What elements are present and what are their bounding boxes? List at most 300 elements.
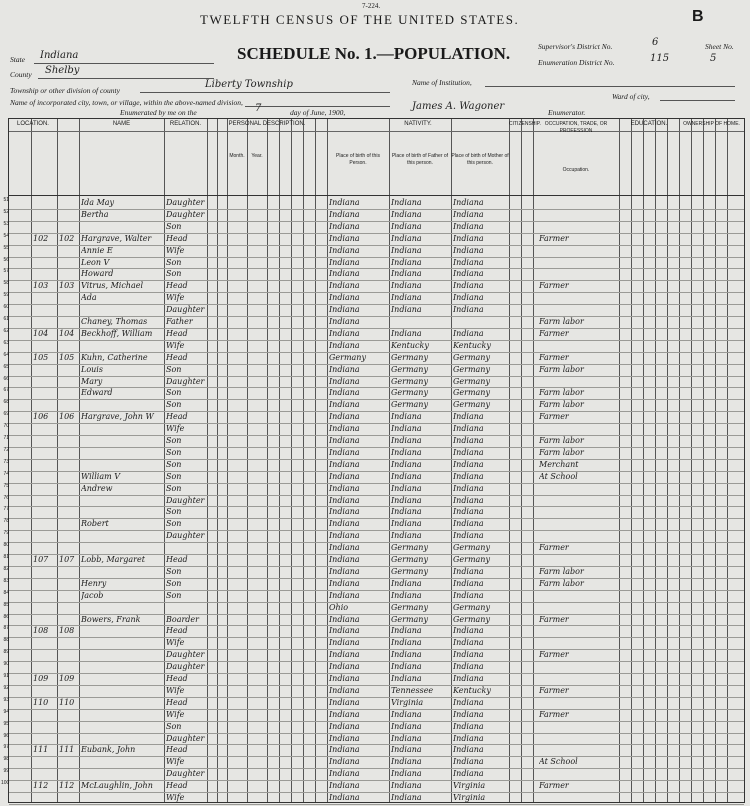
birthplace-mother: Germany — [453, 364, 490, 374]
birthplace-father: Germany — [391, 376, 428, 386]
person-name: Howard — [81, 269, 114, 279]
relation: Head — [166, 233, 188, 243]
person-name: Louis — [81, 364, 103, 374]
birthplace-person: Indiana — [329, 257, 360, 267]
person-name: Ida May — [81, 198, 115, 207]
birthplace-mother: Germany — [453, 400, 490, 410]
occupation: Farmer — [539, 328, 569, 338]
birthplace-mother: Virginia — [453, 781, 486, 791]
state-label: State — [10, 55, 25, 64]
family-number: 104 — [59, 328, 75, 338]
birthplace-father: Germany — [391, 388, 428, 398]
birthplace-mother: Indiana — [453, 209, 484, 219]
row-number: 69 — [3, 411, 9, 418]
col-nativity: NATIVITY. — [404, 121, 432, 127]
enumeration-value: 115 — [650, 53, 670, 64]
birthplace-person: Indiana — [329, 721, 360, 731]
col-month: Month. — [229, 153, 245, 159]
relation: Boarder — [166, 614, 199, 624]
birthplace-mother: Germany — [453, 602, 490, 612]
institution-label: Name of Institution, — [412, 78, 472, 87]
relation: Head — [166, 328, 188, 338]
occupation: Farmer — [539, 709, 569, 719]
dwelling-number: 110 — [33, 697, 49, 707]
person-name: Kuhn, Catherine — [81, 352, 148, 362]
birthplace-person: Indiana — [329, 709, 360, 719]
birthplace-mother: Indiana — [453, 436, 484, 445]
relation: Son — [166, 388, 182, 398]
birthplace-mother: Indiana — [453, 531, 484, 541]
col-personal: PERSONAL DESCRIPTION. — [228, 121, 306, 127]
birthplace-person: Indiana — [329, 388, 360, 398]
relation: Wife — [166, 245, 185, 255]
birthplace-person: Indiana — [329, 447, 360, 457]
birthplace-mother: Indiana — [453, 305, 484, 315]
birthplace-person: Indiana — [329, 590, 360, 600]
occupation: Farm labor — [539, 400, 584, 410]
relation: Daughter — [166, 662, 205, 672]
relation: Son — [166, 507, 182, 517]
relation: Head — [166, 781, 188, 791]
row-number: 94 — [3, 708, 9, 715]
birthplace-mother: Indiana — [453, 507, 484, 517]
person-name: Lobb, Margaret — [81, 555, 145, 564]
birthplace-mother: Germany — [453, 352, 490, 362]
person-name: Edward — [81, 388, 113, 398]
person-name: Hargrave, John W — [81, 412, 154, 422]
col-education: EDUCATION. — [630, 121, 668, 127]
person-name: Henry — [81, 578, 107, 588]
relation: Son — [166, 483, 182, 493]
col-ownership: OWNERSHIP OF HOME. — [683, 121, 740, 127]
person-name: McLaughlin, John — [81, 781, 153, 791]
birthplace-father: Indiana — [391, 198, 422, 207]
birthplace-father: Indiana — [391, 745, 422, 755]
birthplace-father: Indiana — [391, 412, 422, 422]
corner-letter: B — [692, 8, 704, 25]
relation: Son — [166, 221, 182, 231]
birthplace-person: Germany — [329, 352, 366, 362]
relation: Head — [166, 674, 188, 683]
birthplace-person: Indiana — [329, 757, 360, 767]
birthplace-mother: Indiana — [453, 245, 484, 255]
birthplace-person: Indiana — [329, 198, 360, 207]
occupation: Farm labor — [539, 578, 584, 588]
relation: Daughter — [166, 769, 205, 779]
state-value: Indiana — [40, 50, 79, 61]
birthplace-person: Indiana — [329, 364, 360, 374]
birthplace-person: Indiana — [329, 769, 360, 779]
birthplace-mother: Indiana — [453, 626, 484, 636]
row-number: 71 — [3, 435, 9, 441]
birthplace-father: Indiana — [391, 662, 422, 672]
birthplace-person: Indiana — [329, 376, 360, 386]
occupation: Farmer — [539, 543, 569, 553]
col-location: LOCATION. — [17, 121, 49, 127]
occupation: Farm labor — [539, 317, 584, 326]
relation: Son — [166, 566, 182, 576]
person-name: Eubank, John — [81, 745, 136, 755]
row-number: 61 — [3, 316, 9, 322]
birthplace-person: Indiana — [329, 209, 360, 219]
person-name: Andrew — [81, 483, 113, 493]
relation: Daughter — [166, 733, 205, 743]
relation: Head — [166, 626, 188, 636]
birthplace-mother: Indiana — [453, 674, 484, 683]
sheet-value: 5 — [710, 53, 717, 64]
occupation: Farm labor — [539, 388, 584, 398]
sheet-label: Sheet No. — [705, 42, 734, 51]
enumerator-name: James A. Wagoner — [412, 101, 505, 112]
dwelling-number: 102 — [33, 233, 49, 243]
schedule-title: SCHEDULE No. 1.—POPULATION. — [237, 44, 511, 63]
relation: Son — [166, 400, 182, 410]
birthplace-mother: Indiana — [453, 233, 484, 243]
col-occupation: OCCUPATION, TRADE, OR PROFESSION — [544, 121, 608, 134]
relation: Son — [166, 471, 182, 481]
row-number: 97 — [3, 744, 9, 751]
relation: Daughter — [166, 209, 205, 219]
census-title: TWELFTH CENSUS OF THE UNITED STATES. — [200, 12, 520, 27]
relation: Daughter — [166, 650, 205, 660]
row-number: 80 — [3, 542, 9, 549]
birthplace-father: Indiana — [391, 769, 422, 779]
birthplace-father: Indiana — [391, 757, 422, 767]
birthplace-person: Indiana — [329, 424, 360, 434]
row-number: 84 — [3, 589, 9, 596]
occupation: Farm labor — [539, 447, 584, 457]
birthplace-father: Indiana — [391, 626, 422, 636]
birthplace-person: Indiana — [329, 543, 360, 553]
birthplace-father: Indiana — [391, 459, 422, 469]
birthplace-mother: Germany — [453, 388, 490, 398]
row-number: 67 — [3, 387, 9, 394]
birthplace-person: Indiana — [329, 459, 360, 469]
birthplace-father: Indiana — [391, 483, 422, 493]
relation: Wife — [166, 340, 185, 350]
row-number: 53 — [3, 220, 9, 227]
family-number: 109 — [59, 674, 75, 683]
birthplace-person: Indiana — [329, 531, 360, 541]
row-number: 92 — [3, 684, 9, 691]
relation: Head — [166, 352, 188, 362]
enumeration-label: Enumeration District No. — [538, 58, 615, 67]
birthplace-father: Indiana — [391, 674, 422, 683]
occupation: Farm labor — [539, 436, 584, 445]
birthplace-father: Indiana — [391, 709, 422, 719]
birthplace-person: Indiana — [329, 245, 360, 255]
birthplace-person: Indiana — [329, 269, 360, 279]
col-name: NAME — [112, 121, 131, 127]
row-number: 58 — [3, 280, 9, 287]
relation: Wife — [166, 293, 185, 303]
family-number: 105 — [59, 352, 75, 362]
birthplace-father: Indiana — [391, 650, 422, 660]
dwelling-number: 106 — [33, 412, 49, 422]
enumerated-text-1: Enumerated by me on the — [120, 108, 197, 117]
row-number: 98 — [3, 756, 9, 763]
relation: Son — [166, 459, 182, 469]
birthplace-person: Indiana — [329, 233, 360, 243]
township-value: Liberty Township — [205, 79, 293, 90]
birthplace-mother: Indiana — [453, 578, 484, 588]
birthplace-father: Indiana — [391, 281, 422, 291]
township-label: Township or other division of county — [10, 86, 120, 95]
birthplace-mother: Indiana — [453, 221, 484, 231]
birthplace-father: Indiana — [391, 590, 422, 600]
family-number: 112 — [59, 781, 75, 791]
row-number: 56 — [3, 256, 9, 263]
county-value: Shelby — [45, 65, 80, 76]
person-name: Ada — [81, 293, 97, 303]
birthplace-person: Indiana — [329, 495, 360, 505]
row-number: 88 — [3, 637, 9, 644]
relation: Head — [166, 412, 188, 422]
birthplace-person: Indiana — [329, 305, 360, 315]
birthplace-father: Indiana — [391, 233, 422, 243]
occupation: Farm labor — [539, 364, 584, 374]
birthplace-person: Indiana — [329, 685, 360, 695]
row-number: 90 — [3, 661, 9, 668]
birthplace-person: Indiana — [329, 638, 360, 648]
row-number: 75 — [3, 482, 9, 489]
birthplace-mother: Indiana — [453, 495, 484, 505]
family-number: 110 — [59, 697, 75, 707]
row-number: 93 — [3, 696, 9, 703]
dwelling-number: 107 — [33, 555, 49, 564]
birthplace-father: Indiana — [391, 305, 422, 315]
birthplace-mother: Indiana — [453, 447, 484, 457]
dwelling-number: 103 — [33, 281, 49, 291]
birthplace-person: Indiana — [329, 221, 360, 231]
birthplace-person: Indiana — [329, 317, 360, 326]
person-name: William V — [81, 471, 120, 481]
birthplace-mother: Indiana — [453, 459, 484, 469]
relation: Son — [166, 519, 182, 529]
relation: Son — [166, 257, 182, 267]
birthplace-person: Indiana — [329, 626, 360, 636]
occupation: Farmer — [539, 614, 569, 624]
supervisor-value: 6 — [652, 37, 659, 48]
birthplace-person: Indiana — [329, 507, 360, 517]
occupation: At School — [539, 757, 578, 767]
birthplace-father: Germany — [391, 555, 428, 564]
birthplace-person: Indiana — [329, 340, 360, 350]
birthplace-person: Indiana — [329, 578, 360, 588]
row-number: 55 — [3, 244, 9, 251]
col-birth-father: Place of birth of Father of this person. — [391, 153, 449, 166]
birthplace-father: Germany — [391, 364, 428, 374]
row-number: 83 — [3, 577, 9, 584]
row-number: 77 — [3, 506, 9, 513]
family-number: 102 — [59, 233, 75, 243]
birthplace-mother: Indiana — [453, 198, 484, 207]
row-number: 60 — [3, 304, 9, 311]
person-name: Robert — [81, 519, 109, 529]
person-name: Bertha — [81, 209, 109, 219]
county-label: County — [10, 70, 32, 79]
birthplace-mother: Indiana — [453, 293, 484, 303]
relation: Wife — [166, 638, 185, 648]
birthplace-father: Indiana — [391, 519, 422, 529]
occupation: Farmer — [539, 685, 569, 695]
birthplace-mother: Indiana — [453, 769, 484, 779]
birthplace-father: Germany — [391, 400, 428, 410]
birthplace-father: Indiana — [391, 578, 422, 588]
occupation: Farmer — [539, 352, 569, 362]
birthplace-person: Indiana — [329, 555, 360, 564]
family-number: 106 — [59, 412, 75, 422]
birthplace-person: Ohio — [329, 602, 349, 612]
birthplace-person: Indiana — [329, 650, 360, 660]
occupation: Farmer — [539, 281, 569, 291]
row-number: 70 — [3, 423, 9, 430]
birthplace-mother: Virginia — [453, 793, 486, 802]
row-number: 85 — [3, 601, 9, 608]
birthplace-father: Indiana — [391, 447, 422, 457]
relation: Head — [166, 555, 188, 564]
row-number: 89 — [3, 649, 9, 656]
birthplace-person: Indiana — [329, 614, 360, 624]
birthplace-father: Indiana — [391, 471, 422, 481]
occupation: Farm labor — [539, 566, 584, 576]
relation: Head — [166, 281, 188, 291]
birthplace-person: Indiana — [329, 674, 360, 683]
birthplace-mother: Indiana — [453, 328, 484, 338]
occupation: At School — [539, 471, 578, 481]
row-number: 86 — [3, 613, 9, 620]
birthplace-person: Indiana — [329, 436, 360, 445]
birthplace-mother: Indiana — [453, 733, 484, 743]
relation: Son — [166, 447, 182, 457]
birthplace-mother: Indiana — [453, 590, 484, 600]
birthplace-father: Indiana — [391, 638, 422, 648]
relation: Wife — [166, 757, 185, 767]
relation: Son — [166, 590, 182, 600]
birthplace-mother: Indiana — [453, 424, 484, 434]
birthplace-mother: Indiana — [453, 257, 484, 267]
relation: Son — [166, 364, 182, 374]
birthplace-person: Indiana — [329, 781, 360, 791]
birthplace-father: Tennessee — [391, 685, 434, 695]
relation: Son — [166, 721, 182, 731]
relation: Wife — [166, 685, 185, 695]
supervisor-label: Supervisor's District No. — [538, 42, 613, 51]
row-number: 74 — [3, 470, 9, 477]
birthplace-father: Indiana — [391, 531, 422, 541]
birthplace-mother: Indiana — [453, 662, 484, 672]
relation: Daughter — [166, 198, 205, 207]
birthplace-mother: Indiana — [453, 566, 484, 576]
birthplace-mother: Indiana — [453, 745, 484, 755]
birthplace-father: Indiana — [391, 733, 422, 743]
birthplace-father: Germany — [391, 614, 428, 624]
col-occupation-sub: Occupation. — [562, 167, 590, 173]
relation: Wife — [166, 793, 185, 802]
family-number: 107 — [59, 555, 75, 564]
birthplace-person: Indiana — [329, 566, 360, 576]
relation: Daughter — [166, 305, 205, 315]
row-number: 63 — [3, 339, 9, 346]
birthplace-mother: Kentucky — [453, 685, 491, 695]
row-number: 78 — [3, 518, 9, 525]
dwelling-number: 109 — [33, 674, 49, 683]
ward-label: Ward of city, — [612, 92, 650, 101]
col-birth-mother: Place of birth of Mother of this person. — [451, 153, 509, 166]
relation: Father — [166, 317, 193, 326]
row-number: 62 — [3, 327, 9, 334]
row-number: 87 — [3, 625, 9, 632]
birthplace-person: Indiana — [329, 483, 360, 493]
person-name: Jacob — [81, 590, 104, 600]
occupation: Farmer — [539, 412, 569, 422]
birthplace-person: Indiana — [329, 471, 360, 481]
row-number: 76 — [3, 494, 9, 501]
birthplace-mother: Germany — [453, 555, 490, 564]
birthplace-father: Indiana — [391, 293, 422, 303]
birthplace-father: Indiana — [391, 781, 422, 791]
row-number: 99 — [3, 768, 9, 775]
birthplace-father: Indiana — [391, 424, 422, 434]
row-number: 72 — [3, 446, 9, 453]
birthplace-father: Germany — [391, 602, 428, 612]
row-number: 54 — [3, 232, 9, 239]
row-number: 68 — [3, 399, 9, 406]
occupation: Farmer — [539, 233, 569, 243]
birthplace-father: Indiana — [391, 507, 422, 517]
enumerated-day: 7 — [255, 103, 262, 114]
dwelling-number: 112 — [33, 781, 49, 791]
birthplace-mother: Germany — [453, 543, 490, 553]
col-birth-person: Place of birth of this Person. — [336, 153, 380, 166]
birthplace-person: Indiana — [329, 733, 360, 743]
row-number: 79 — [3, 530, 9, 537]
birthplace-father: Indiana — [391, 495, 422, 505]
relation: Son — [166, 436, 182, 445]
row-number: 73 — [3, 458, 9, 465]
relation: Son — [166, 269, 182, 279]
birthplace-father: Indiana — [391, 793, 422, 802]
birthplace-father: Indiana — [391, 436, 422, 445]
relation: Daughter — [166, 495, 205, 505]
col-relation: RELATION. — [169, 121, 202, 127]
birthplace-person: Indiana — [329, 793, 360, 802]
birthplace-mother: Germany — [453, 376, 490, 386]
person-name: Vitrus, Michael — [81, 281, 144, 291]
row-number: 82 — [3, 565, 9, 572]
birthplace-father: Indiana — [391, 221, 422, 231]
population-table — [1, 118, 745, 803]
birthplace-person: Indiana — [329, 412, 360, 422]
birthplace-person: Indiana — [329, 293, 360, 303]
relation: Head — [166, 745, 188, 755]
birthplace-father: Indiana — [391, 209, 422, 219]
dwelling-number: 105 — [33, 352, 49, 362]
row-number: 95 — [3, 720, 9, 727]
birthplace-mother: Indiana — [453, 483, 484, 493]
page-code: 7-224. — [362, 2, 381, 10]
row-number: 91 — [3, 673, 9, 679]
birthplace-mother: Indiana — [453, 281, 484, 291]
person-name: Annie E — [81, 245, 113, 255]
birthplace-mother: Indiana — [453, 471, 484, 481]
row-number: 57 — [3, 268, 9, 275]
birthplace-father: Indiana — [391, 269, 422, 279]
row-number: 65 — [3, 363, 9, 370]
person-name: Leon V — [81, 257, 110, 267]
birthplace-mother: Indiana — [453, 638, 484, 648]
person-name: Mary — [81, 376, 103, 386]
